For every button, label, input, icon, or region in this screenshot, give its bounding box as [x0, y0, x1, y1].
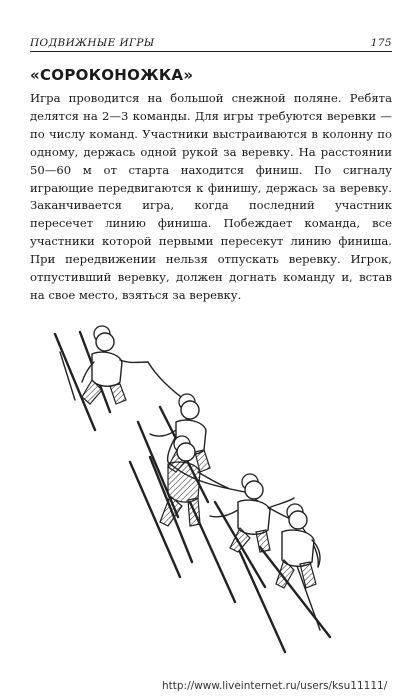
article-text: Игра проводится на большой снежной поляне. Ребята делятся на 2—3 команды. Для игры требуются веревки — по числу команд. Участники выстраиваются в колонну по одному, держась одной рукой за веревку. На расстоянии 50—60 м от старта находится финиш. По сигналу играющие передвигаются к финишу, держась за веревку. Заканчивается игра, когда последний участник пересечет линию финиша. Побеждает команда, все участники которой первыми пересекут линию финиша. При передвижении нельзя отпускать веревку. Игрок, отпустивший веревку, должен догнать команду и, встав на свое место, взяться за веревку. [30, 91, 392, 302]
skier-1 [55, 326, 148, 430]
skiers-illustration [30, 312, 350, 671]
running-header [30, 37, 392, 52]
page-number: 175 [370, 37, 392, 49]
section-title: ПОДВИЖНЫЕ ИГРЫ [30, 37, 155, 49]
watermark-url: http://www.liveinternet.ru/users/ksu11111/ [162, 680, 388, 692]
article-title: «СОРОКОНОЖКА» [30, 66, 194, 84]
skiers-drawing [30, 312, 350, 667]
